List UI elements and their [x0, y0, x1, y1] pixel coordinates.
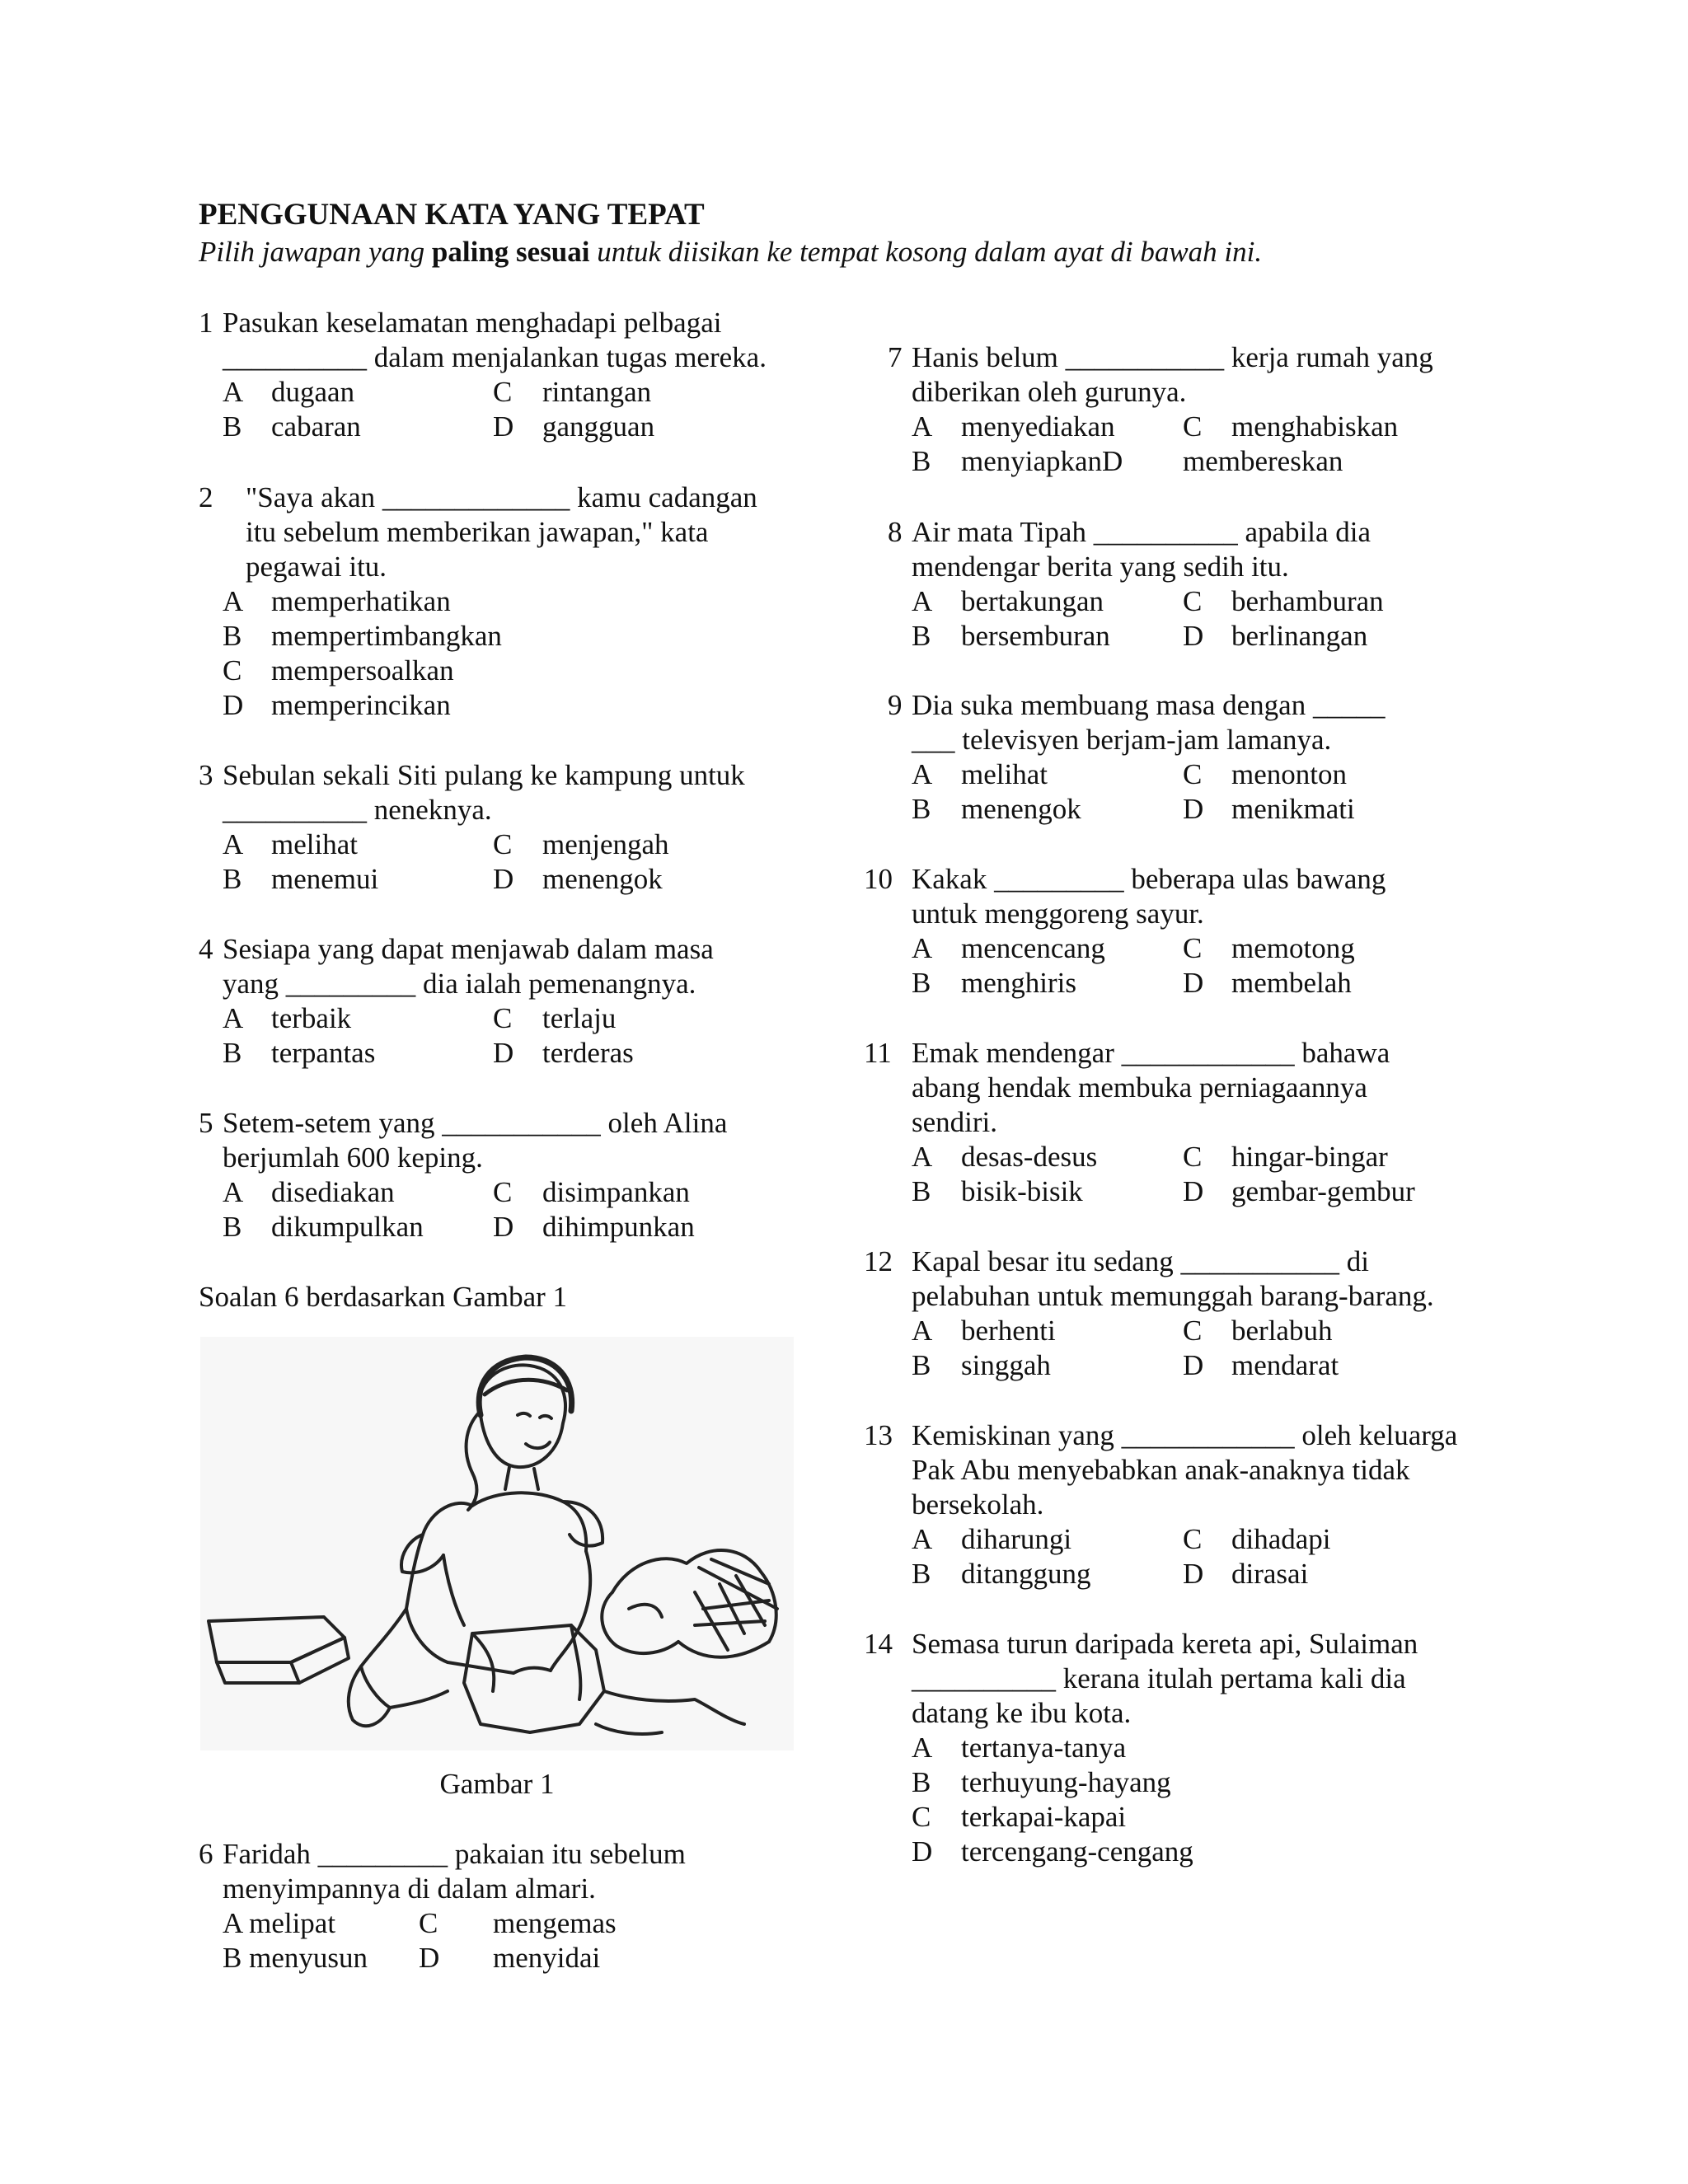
- option-letter: C: [1183, 1523, 1203, 1555]
- option-letter: D: [223, 689, 244, 721]
- option-c: hingar-bingar: [1231, 1141, 1388, 1173]
- question-text: Semasa turun daripada kereta api, Sulaiman: [912, 1628, 1418, 1660]
- option-b: B menyusun: [223, 1942, 368, 1974]
- option-letter: C: [419, 1907, 438, 1939]
- option-b: menghiris: [961, 967, 1076, 999]
- option-letter: D: [493, 1211, 514, 1243]
- question-number: 7: [888, 341, 903, 373]
- option-c: disimpankan: [542, 1176, 690, 1208]
- option-c: terkapai-kapai: [961, 1801, 1127, 1833]
- instruction: Pilih jawapan yang paling sesuai untuk diisikan ke tempat kosong dalam ayat di bawah ini.: [199, 236, 1263, 268]
- question-text: __________ kerana itulah pertama kali dia: [912, 1662, 1406, 1694]
- option-letter: A: [912, 1141, 933, 1173]
- option-b: bisik-bisik: [961, 1175, 1083, 1207]
- question-text: Setem-setem yang ___________ oleh Alina: [223, 1107, 728, 1139]
- question-number: 9: [888, 689, 903, 721]
- question-text: Faridah _________ pakaian itu sebelum: [223, 1838, 686, 1870]
- option-c: berhamburan: [1231, 585, 1384, 617]
- option-d: tercengang-cengang: [961, 1835, 1193, 1868]
- option-a: dugaan: [271, 376, 355, 408]
- option-letter: A: [912, 585, 933, 617]
- option-letter: B: [912, 445, 931, 477]
- option-letter: D: [1183, 620, 1204, 652]
- figure-caption: Gambar 1: [439, 1768, 555, 1800]
- option-letter: C: [493, 828, 513, 860]
- option-letter: C: [1183, 758, 1203, 790]
- option-c: dihadapi: [1231, 1523, 1331, 1555]
- option-letter: B: [223, 1037, 242, 1069]
- option-letter: C: [1183, 1141, 1203, 1173]
- illustration-drawing: [200, 1337, 794, 1750]
- question-text: Air mata Tipah __________ apabila dia: [912, 516, 1372, 548]
- question-number: 12: [864, 1245, 893, 1277]
- option-letter: C: [1183, 585, 1203, 617]
- option-d: menengok: [542, 863, 663, 895]
- option-c: terlaju: [542, 1002, 617, 1034]
- option-letter: D: [419, 1942, 440, 1974]
- page-title: PENGGUNAAN KATA YANG TEPAT: [199, 198, 705, 232]
- question-number: 8: [888, 516, 903, 548]
- question-number: 11: [864, 1037, 892, 1069]
- option-letter: B: [223, 863, 242, 895]
- question-number: 10: [864, 863, 893, 895]
- option-letter: D: [493, 410, 514, 443]
- option-a: menyediakan: [961, 410, 1115, 443]
- question-text: Dia suka membuang masa dengan _____: [912, 689, 1386, 721]
- question-text: Hanis belum ___________ kerja rumah yang: [912, 341, 1433, 373]
- illustration-girl-folding-clothes: [200, 1337, 794, 1750]
- option-letter: A: [223, 376, 244, 408]
- option-letter: C: [493, 1176, 513, 1208]
- option-letter: C: [223, 654, 242, 687]
- question-text: mendengar berita yang sedih itu.: [912, 551, 1289, 583]
- option-c: berlabuh: [1231, 1315, 1333, 1347]
- option-letter: C: [493, 376, 513, 408]
- option-a: mencencang: [961, 932, 1105, 964]
- option-letter: C: [493, 1002, 513, 1034]
- option-b: terpantas: [271, 1037, 376, 1069]
- question-number: 5: [199, 1107, 213, 1139]
- question-text: "Saya akan _____________ kamu cadangan: [246, 481, 757, 513]
- option-a: melihat: [961, 758, 1048, 790]
- question-text: __________ neneknya.: [223, 794, 492, 826]
- question-text: datang ke ibu kota.: [912, 1697, 1132, 1729]
- question-text: menyimpannya di dalam almari.: [223, 1872, 596, 1905]
- option-d: membelah: [1231, 967, 1352, 999]
- option-a: bertakungan: [961, 585, 1104, 617]
- option-letter: A: [912, 1732, 933, 1764]
- question-text: __________ dalam menjalankan tugas mereka.: [223, 341, 767, 373]
- option-letter: D: [493, 1037, 514, 1069]
- option-d: dihimpunkan: [542, 1211, 695, 1243]
- question-number: 13: [864, 1419, 893, 1451]
- option-letter: A: [223, 585, 244, 617]
- option-d: memperincikan: [271, 689, 451, 721]
- question-text: yang _________ dia ialah pemenangnya.: [223, 968, 696, 1000]
- option-c: mempersoalkan: [271, 654, 454, 687]
- question-text: itu sebelum memberikan jawapan," kata: [246, 516, 709, 548]
- option-b: menengok: [961, 793, 1081, 825]
- option-letter: A: [912, 410, 933, 443]
- option-b: singgah: [961, 1349, 1051, 1381]
- question-text: untuk menggoreng sayur.: [912, 898, 1204, 930]
- option-d: terderas: [542, 1037, 634, 1069]
- option-d: berlinangan: [1231, 620, 1368, 652]
- option-letter: D: [912, 1835, 933, 1868]
- option-letter: D: [493, 863, 514, 895]
- option-c: memotong: [1231, 932, 1355, 964]
- option-d: gangguan: [542, 410, 655, 443]
- option-b: cabaran: [271, 410, 361, 443]
- figure-reference: Soalan 6 berdasarkan Gambar 1: [199, 1281, 568, 1313]
- option-letter: B: [912, 1558, 931, 1590]
- option-a: tertanya-tanya: [961, 1732, 1127, 1764]
- option-c: rintangan: [542, 376, 652, 408]
- question-text: pegawai itu.: [246, 551, 387, 583]
- question-text: sendiri.: [912, 1106, 998, 1138]
- option-letter: B: [912, 793, 931, 825]
- option-letter: B: [223, 1211, 242, 1243]
- option-d: mendarat: [1231, 1349, 1339, 1381]
- option-a: berhenti: [961, 1315, 1056, 1347]
- option-d: menikmati: [1231, 793, 1355, 825]
- option-a: desas-desus: [961, 1141, 1098, 1173]
- option-letter: A: [223, 828, 244, 860]
- question-number: 14: [864, 1628, 893, 1660]
- question-text: bersekolah.: [912, 1488, 1044, 1521]
- option-letter: B: [912, 1766, 931, 1798]
- option-b: dikumpulkan: [271, 1211, 424, 1243]
- question-text: Pak Abu menyebabkan anak-anaknya tidak: [912, 1454, 1410, 1486]
- question-text: abang hendak membuka perniagaannya: [912, 1071, 1367, 1104]
- option-b: ditanggung: [961, 1558, 1091, 1590]
- option-letter: D: [1183, 1349, 1204, 1381]
- question-number: 6: [199, 1838, 213, 1870]
- option-letter: B: [912, 1349, 931, 1381]
- option-c: menonton: [1231, 758, 1347, 790]
- option-a: memperhatikan: [271, 585, 451, 617]
- option-letter: D: [1183, 967, 1204, 999]
- question-text: Kapal besar itu sedang ___________ di: [912, 1245, 1370, 1277]
- option-d: menyidai: [493, 1942, 601, 1974]
- instruction-emphasis: paling sesuai: [431, 236, 590, 268]
- question-text: Emak mendengar ____________ bahawa: [912, 1037, 1390, 1069]
- question-text: Sesiapa yang dapat menjawab dalam masa: [223, 933, 714, 965]
- option-letter: B: [223, 620, 242, 652]
- question-text: Pasukan keselamatan menghadapi pelbagai: [223, 307, 722, 339]
- option-letter: A: [912, 1315, 933, 1347]
- option-letter: A: [912, 1523, 933, 1555]
- question-text: ___ televisyen berjam-jam lamanya.: [912, 724, 1332, 756]
- option-letter: B: [912, 620, 931, 652]
- option-a: terbaik: [271, 1002, 352, 1034]
- option-letter: D: [1183, 793, 1204, 825]
- option-letter: D: [1183, 1558, 1204, 1590]
- option-b: menemui: [271, 863, 379, 895]
- option-b: menyiapkanD: [961, 445, 1123, 477]
- option-letter: A: [223, 1002, 244, 1034]
- question-text: Kemiskinan yang ____________ oleh keluarga: [912, 1419, 1458, 1451]
- question-text: diberikan oleh gurunya.: [912, 376, 1187, 408]
- option-d: membereskan: [1183, 445, 1343, 477]
- option-b: terhuyung-hayang: [961, 1766, 1171, 1798]
- question-text: Sebulan sekali Siti pulang ke kampung untuk: [223, 759, 745, 791]
- option-letter: B: [223, 410, 242, 443]
- option-a: disediakan: [271, 1176, 395, 1208]
- option-letter: C: [1183, 1315, 1203, 1347]
- option-letter: D: [1183, 1175, 1204, 1207]
- question-text: pelabuhan untuk memunggah barang-barang.: [912, 1280, 1434, 1312]
- question-text: Kakak _________ beberapa ulas bawang: [912, 863, 1386, 895]
- option-c: menghabiskan: [1231, 410, 1399, 443]
- option-letter: C: [1183, 410, 1203, 443]
- option-letter: C: [1183, 932, 1203, 964]
- option-d: dirasai: [1231, 1558, 1309, 1590]
- option-letter: A: [912, 758, 933, 790]
- option-letter: A: [223, 1176, 244, 1208]
- option-a: A melipat: [223, 1907, 336, 1939]
- option-a: diharungi: [961, 1523, 1072, 1555]
- question-text: berjumlah 600 keping.: [223, 1141, 483, 1174]
- option-b: mempertimbangkan: [271, 620, 502, 652]
- option-letter: B: [912, 967, 931, 999]
- question-number: 2: [199, 481, 213, 513]
- option-a: melihat: [271, 828, 358, 860]
- option-letter: C: [912, 1801, 931, 1833]
- question-number: 1: [199, 307, 213, 339]
- question-number: 4: [199, 933, 213, 965]
- option-c: mengemas: [493, 1907, 617, 1939]
- question-number: 3: [199, 759, 213, 791]
- option-d: gembar-gembur: [1231, 1175, 1415, 1207]
- option-c: menjengah: [542, 828, 669, 860]
- option-letter: A: [912, 932, 933, 964]
- option-letter: B: [912, 1175, 931, 1207]
- option-b: bersemburan: [961, 620, 1110, 652]
